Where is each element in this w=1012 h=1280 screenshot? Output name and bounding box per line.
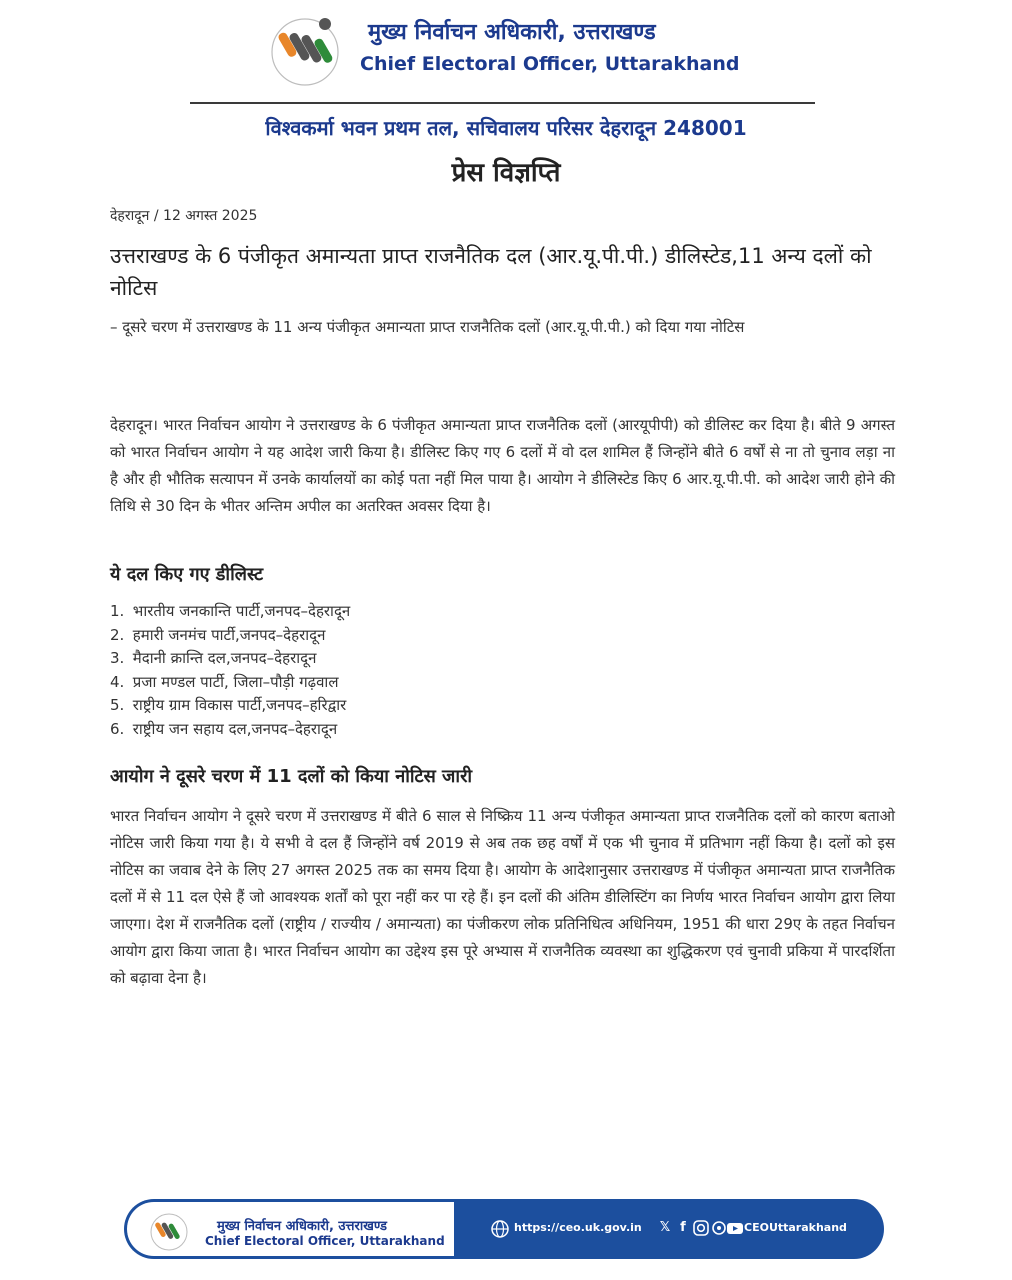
globe-icon <box>490 1219 510 1239</box>
letterhead <box>0 0 1012 188</box>
list-item: 3. मैदानी क्रान्ति दल,जनपद–देहरादून <box>110 649 317 667</box>
section-heading-notice: आयोग ने दूसरे चरण में 11 दलों को किया नोटिस जारी <box>110 766 473 787</box>
eci-logo-icon <box>149 1212 189 1252</box>
org-name-english: Chief Electoral Officer, Uttarakhand <box>360 53 740 75</box>
body-paragraph-1: देहरादून। भारत निर्वाचन आयोग ने उत्तराखण्ड के 6 पंजीकृत अमान्यता प्राप्त राजनैतिक दलों (आरयूपीपी) को डीलिस्ट कर दिया है। बीते 9 अगस्त को भारत निर्वाचन आयोग ने यह आदेश जारी किया है। डीलिस्ट किए गए 6 दलों में वो दल शामिल हैं जिन्होंने बीते 6 वर्षों से ना तो चुनाव लड़ा ना है और ही भौतिक सत्यापन में उनके कार्यालयों का कोई पता नहीं मिल पाया है। आयोग ने डीलिस्टेड किए 6 आर.यू.पी.पी. को आदेश जारी होने की तिथि से 30 दिन के भीतर अन्तिम अपील का अतरिक्त अवसर दिया है। <box>110 416 895 515</box>
footer-contact-block <box>454 1199 884 1259</box>
list-item: 1. भारतीय जनकान्ति पार्टी,जनपद–देहरादून <box>110 602 351 620</box>
list-item: 4. प्रजा मण्डल पार्टी, जिला–पौड़ी गढ़वाल <box>110 672 339 691</box>
eci-logo-icon <box>265 10 355 90</box>
body-paragraph-2: भारत निर्वाचन आयोग ने दूसरे चरण में उत्तराखण्ड में बीते 6 साल से निष्क्रिय 11 अन्य पंजीकृत अमान्यता प्राप्त राजनैतिक दलों को कारण बताओ नोटिस जारी किया गया है। ये सभी वे दल हैं जिन्होंने वर्ष 2019 से अब तक छह वर्षों में एक भी चुनाव में प्रतिभाग नहीं किया है। दलों को इस नोटिस का जवाब देने के लिए 27 अगस्त 2025 तक का समय दिया है। आयोग के आदेशानुसार उत्तराखण्ड में पंजीकृत अमान्यता प्राप्त राजनैतिक दलों में से 11 दल ऐसे हैं जो आवश्यक शर्तों को पूरा नहीं कर पा रहे हैं। इन दलों की अंतिम डीलिस्टिंग का निर्णय भारत निर्वाचन आयोग द्वारा लिया जाएगा। देश में राजनैतिक दलों (राष्ट्रीय / राज्यीय / अमान्यता) का पंजीकरण लोक प्रतिनिधित्व अधिनियम, 1951 की धारा 29ए के तहत निर्वाचन आयोग द्वारा किया जाता है। भारत निर्वाचन आयोग का उद्देश्य इस पूरे अभ्यास में राजनैतिक व्यवस्था का शुद्धिकरण एवं चुनावी प्रकिया में पारदर्शिता को बढ़ावा देना है। <box>110 807 895 987</box>
list-item: 5. राष्ट्रीय ग्राम विकास पार्टी,जनपद–हरिद्वार <box>110 696 347 714</box>
footer-org-block <box>124 1199 454 1259</box>
social-handle[interactable]: CEOUttarakhand <box>744 1221 847 1234</box>
footer-banner <box>124 1199 884 1259</box>
delisted-parties-list <box>110 600 350 741</box>
subheadline: – दूसरे चरण में उत्तराखण्ड के 11 अन्य पंजीकृत अमान्यता प्राप्त राजनैतिक दलों (आर.यू.पी.पी.) को दिया गया नोटिस <box>110 318 745 336</box>
dateline: देहरादून / 12 अगस्त 2025 <box>110 208 258 224</box>
footer-org-name-hindi: मुख्य निर्वाचन अधिकारी, उत्तराखण्ड <box>217 1219 387 1234</box>
list-item: 6. राष्ट्रीय जन सहाय दल,जनपद–देहरादून <box>110 719 338 738</box>
x-icon[interactable]: 𝕏 <box>659 1220 671 1235</box>
youtube-icon[interactable] <box>726 1219 744 1237</box>
facebook-icon[interactable]: f <box>680 1220 686 1235</box>
office-address: विश्वकर्मा भवन प्रथम तल, सचिवालय परिसर देहरादून 248001 <box>265 116 747 140</box>
list-item: 2. हमारी जनमंच पार्टी,जनपद–देहरादून <box>110 625 326 644</box>
website-link[interactable]: https://ceo.uk.gov.in <box>514 1221 642 1234</box>
headline: उत्तराखण्ड के 6 पंजीकृत अमान्यता प्राप्त राजनैतिक दल (आर.यू.पी.पी.) डीलिस्टेड,11 अन्य दलों को नोटिस <box>110 244 872 300</box>
org-name-hindi: मुख्य निर्वाचन अधिकारी, उत्तराखण्ड <box>368 20 656 45</box>
instagram-icon[interactable] <box>692 1219 710 1237</box>
footer-org-name-english: Chief Electoral Officer, Uttarakhand <box>205 1234 445 1248</box>
header-divider <box>190 102 815 104</box>
section-heading-delisted: ये दल किए गए डीलिस्ट <box>110 564 264 585</box>
document-type-title: प्रेस विज्ञप्ति <box>451 158 561 188</box>
